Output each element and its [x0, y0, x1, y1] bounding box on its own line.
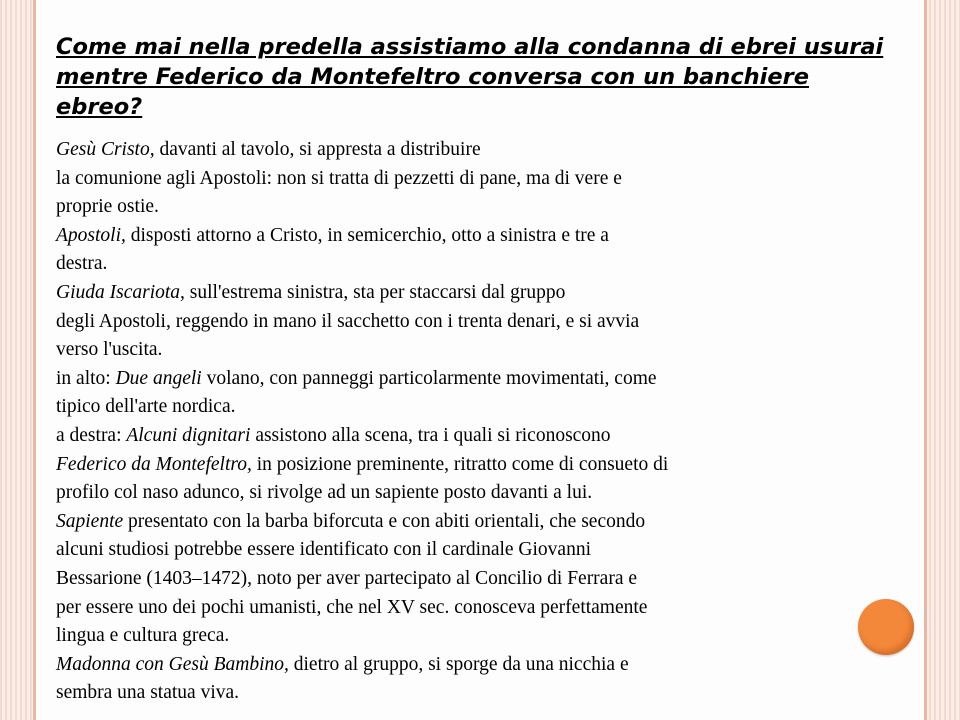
slide: [36, 0, 924, 720]
orange-decorative-circle: [858, 599, 914, 655]
body-line: alcuni studiosi potrebbe essere identificato con il cardinale Giovanni: [56, 539, 591, 561]
body-line: Madonna con Gesù Bambino, dietro al gruppo, si sporge da una nicchia e: [56, 653, 629, 675]
body-line: a destra: Alcuni dignitari assistono alla scena, tra i quali si riconoscono: [56, 424, 611, 446]
body-line: la comunione agli Apostoli: non si tratta di pezzetti di pane, ma di vere e: [56, 167, 622, 189]
body-line: Apostoli, disposti attorno a Cristo, in semicerchio, otto a sinistra e tre a: [56, 224, 609, 246]
body-line: tipico dell'arte nordica.: [56, 396, 236, 418]
slide-body: [56, 136, 924, 708]
body-line: verso l'uscita.: [56, 339, 163, 361]
body-line: lingua e cultura greca.: [56, 625, 230, 647]
right-decorative-border: [924, 0, 960, 720]
body-line: destra.: [56, 253, 108, 275]
body-line: profilo col naso adunco, si rivolge ad un sapiente posto davanti a lui.: [56, 482, 593, 504]
body-line: Gesù Cristo, davanti al tavolo, si appresta a distribuire: [56, 139, 481, 160]
body-line: in alto: Due angeli volano, con panneggi particolarmente movimentati, come: [56, 367, 657, 389]
body-line: Giuda Iscariota, sull'estrema sinistra, sta per staccarsi dal gruppo: [56, 281, 566, 303]
body-line: Federico da Montefeltro, in posizione preminente, ritratto come di consueto di: [56, 453, 669, 475]
body-line: sembra una statua viva.: [56, 682, 240, 704]
body-line: proprie ostie.: [56, 196, 159, 218]
body-line: per essere uno dei pochi umanisti, che nel XV sec. conosceva perfettamente: [56, 596, 648, 618]
body-line: Sapiente presentato con la barba biforcuta e con abiti orientali, che secondo: [56, 510, 646, 532]
left-decorative-border: [0, 0, 36, 720]
body-line: Bessarione (1403–1472), noto per aver partecipato al Concilio di Ferrara e: [56, 567, 638, 589]
body-line: degli Apostoli, reggendo in mano il sacchetto con i trenta denari, e si avvia: [56, 310, 640, 332]
slide-title: Come mai nella predella assistiamo alla condanna di ebrei usurai mentre Federico da Montefeltro conversa con un banchiere ebreo?: [56, 34, 884, 120]
